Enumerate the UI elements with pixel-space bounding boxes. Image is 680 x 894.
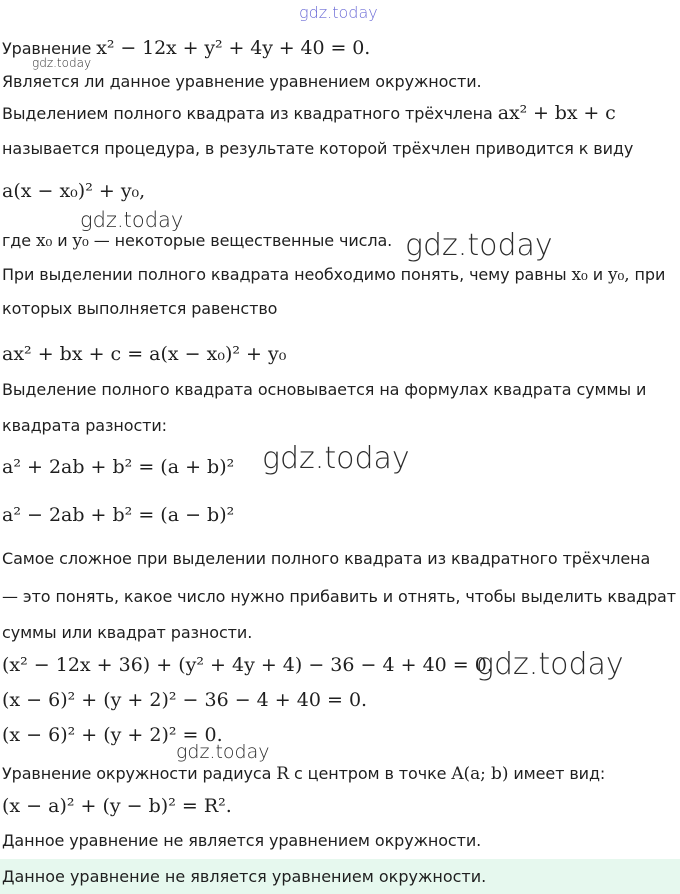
theory-line: суммы или квадрат разности.: [2, 623, 253, 642]
watermark: gdz.today: [405, 228, 553, 263]
watermark: gdz.today: [80, 208, 184, 232]
theory-line: Самое сложное при выделении полного квадрата из квадратного трёхчлена: [2, 549, 651, 568]
variable-radius: R: [276, 764, 289, 784]
theory-text: и: [592, 265, 604, 284]
watermark: gdz.today: [32, 56, 92, 70]
answer-box: [0, 859, 680, 894]
solution-step: (x² − 12x + 36) + (y² + 4y + 4) − 36 − 4 + 40 = 0.: [2, 654, 493, 676]
theory-line: Выделение полного квадрата основывается на формулах квадрата суммы и: [2, 380, 647, 399]
formula-identity: ax² + bx + c = a(x − x₀)² + y₀: [2, 343, 287, 365]
center-point: A(a; b): [451, 764, 509, 784]
watermark: gdz.today: [262, 441, 410, 476]
theory-text: Уравнение окружности радиуса: [2, 764, 272, 783]
theory-line: [2, 229, 392, 253]
theory-line: [2, 263, 665, 287]
formula-square-of-difference: a² − 2ab + b² = (a − b)²: [2, 504, 235, 526]
conclusion-text: Данное уравнение не является уравнением окружности.: [2, 831, 482, 850]
theory-text: и: [57, 231, 68, 250]
theory-line: называется процедура, в результате которой трёхчлен приводится к виду: [2, 139, 634, 158]
solution-step: (x − 6)² + (y + 2)² − 36 − 4 + 40 = 0.: [2, 689, 368, 711]
theory-text: Выделением полного квадрата из квадратного трёхчлена: [2, 104, 493, 123]
theory-line: которых выполняется равенство: [2, 299, 278, 318]
watermark: gdz.today: [476, 647, 624, 682]
theory-line: квадрата разности:: [2, 416, 167, 435]
theory-text: с центром в точке: [293, 764, 447, 783]
watermark: gdz.today: [299, 3, 378, 22]
theory-text: имеет вид:: [513, 764, 606, 783]
theory-line: — это понять, какое число нужно прибавить и отнять, чтобы выделить квадрат: [2, 587, 676, 606]
answer-text: Данное уравнение не является уравнением окружности.: [2, 867, 487, 886]
problem-statement: [2, 36, 370, 60]
formula-circle-equation: (x − a)² + (y − b)² = R².: [2, 795, 232, 817]
variable-x0: x₀: [36, 231, 53, 251]
watermark: gdz.today: [176, 741, 270, 763]
circle-definition-line: [2, 762, 605, 786]
theory-text: — некоторые вещественные числа.: [93, 231, 393, 250]
formula-canonical-form: a(x − x₀)² + y₀,: [2, 180, 146, 202]
problem-equation: x² − 12x + y² + 4y + 40 = 0.: [96, 37, 371, 59]
formula-square-of-sum: a² + 2ab + b² = (a + b)²: [2, 456, 235, 478]
variable-y0: y₀,: [608, 265, 630, 285]
trinomial-expression: ax² + bx + c: [497, 102, 616, 124]
theory-text: где: [2, 231, 32, 250]
variable-y0: y₀: [72, 231, 89, 251]
problem-label: Уравнение: [2, 39, 92, 58]
solution-step: (x − 6)² + (y + 2)² = 0.: [2, 724, 223, 746]
theory-text: при: [634, 265, 666, 284]
variable-x0: x₀: [571, 265, 588, 285]
problem-question: Является ли данное уравнение уравнением окружности.: [2, 72, 482, 91]
theory-line: [2, 101, 616, 125]
theory-text: При выделении полного квадрата необходимо понять, чему равны: [2, 265, 567, 284]
